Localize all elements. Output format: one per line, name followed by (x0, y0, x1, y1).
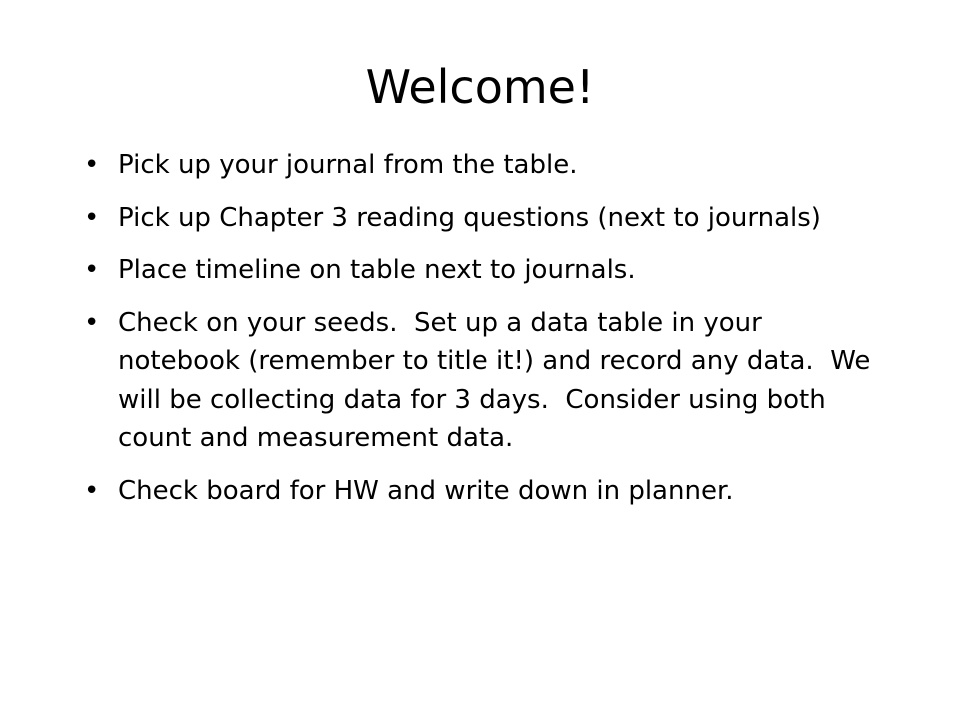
bullet-icon: • (84, 150, 100, 180)
bullet-text: Pick up your journal from the table. (118, 150, 578, 180)
bullet-item-reading-questions (84, 199, 884, 238)
bullet-item-timeline (84, 251, 884, 290)
bullet-item-seeds (84, 304, 884, 458)
bullet-item-journal (84, 146, 884, 185)
bullet-icon: • (84, 307, 100, 338)
bullet-text: Check on your seeds. Set up a data table in your notebook (remember to title it!) and record any data. We will be collecting data for 3 days. Consider using both count and measurement data. (118, 307, 879, 453)
bullet-text: Pick up Chapter 3 reading questions (next to journals) (118, 202, 821, 233)
bullet-icon: • (84, 255, 100, 285)
bullet-item-homework (84, 472, 884, 511)
slide-title: Welcome! (365, 60, 595, 114)
bullet-icon: • (84, 475, 100, 506)
bullet-list (84, 146, 884, 524)
bullet-text: Check board for HW and write down in planner. (118, 475, 734, 506)
bullet-text: Place timeline on table next to journals. (118, 255, 636, 285)
bullet-icon: • (84, 202, 100, 233)
